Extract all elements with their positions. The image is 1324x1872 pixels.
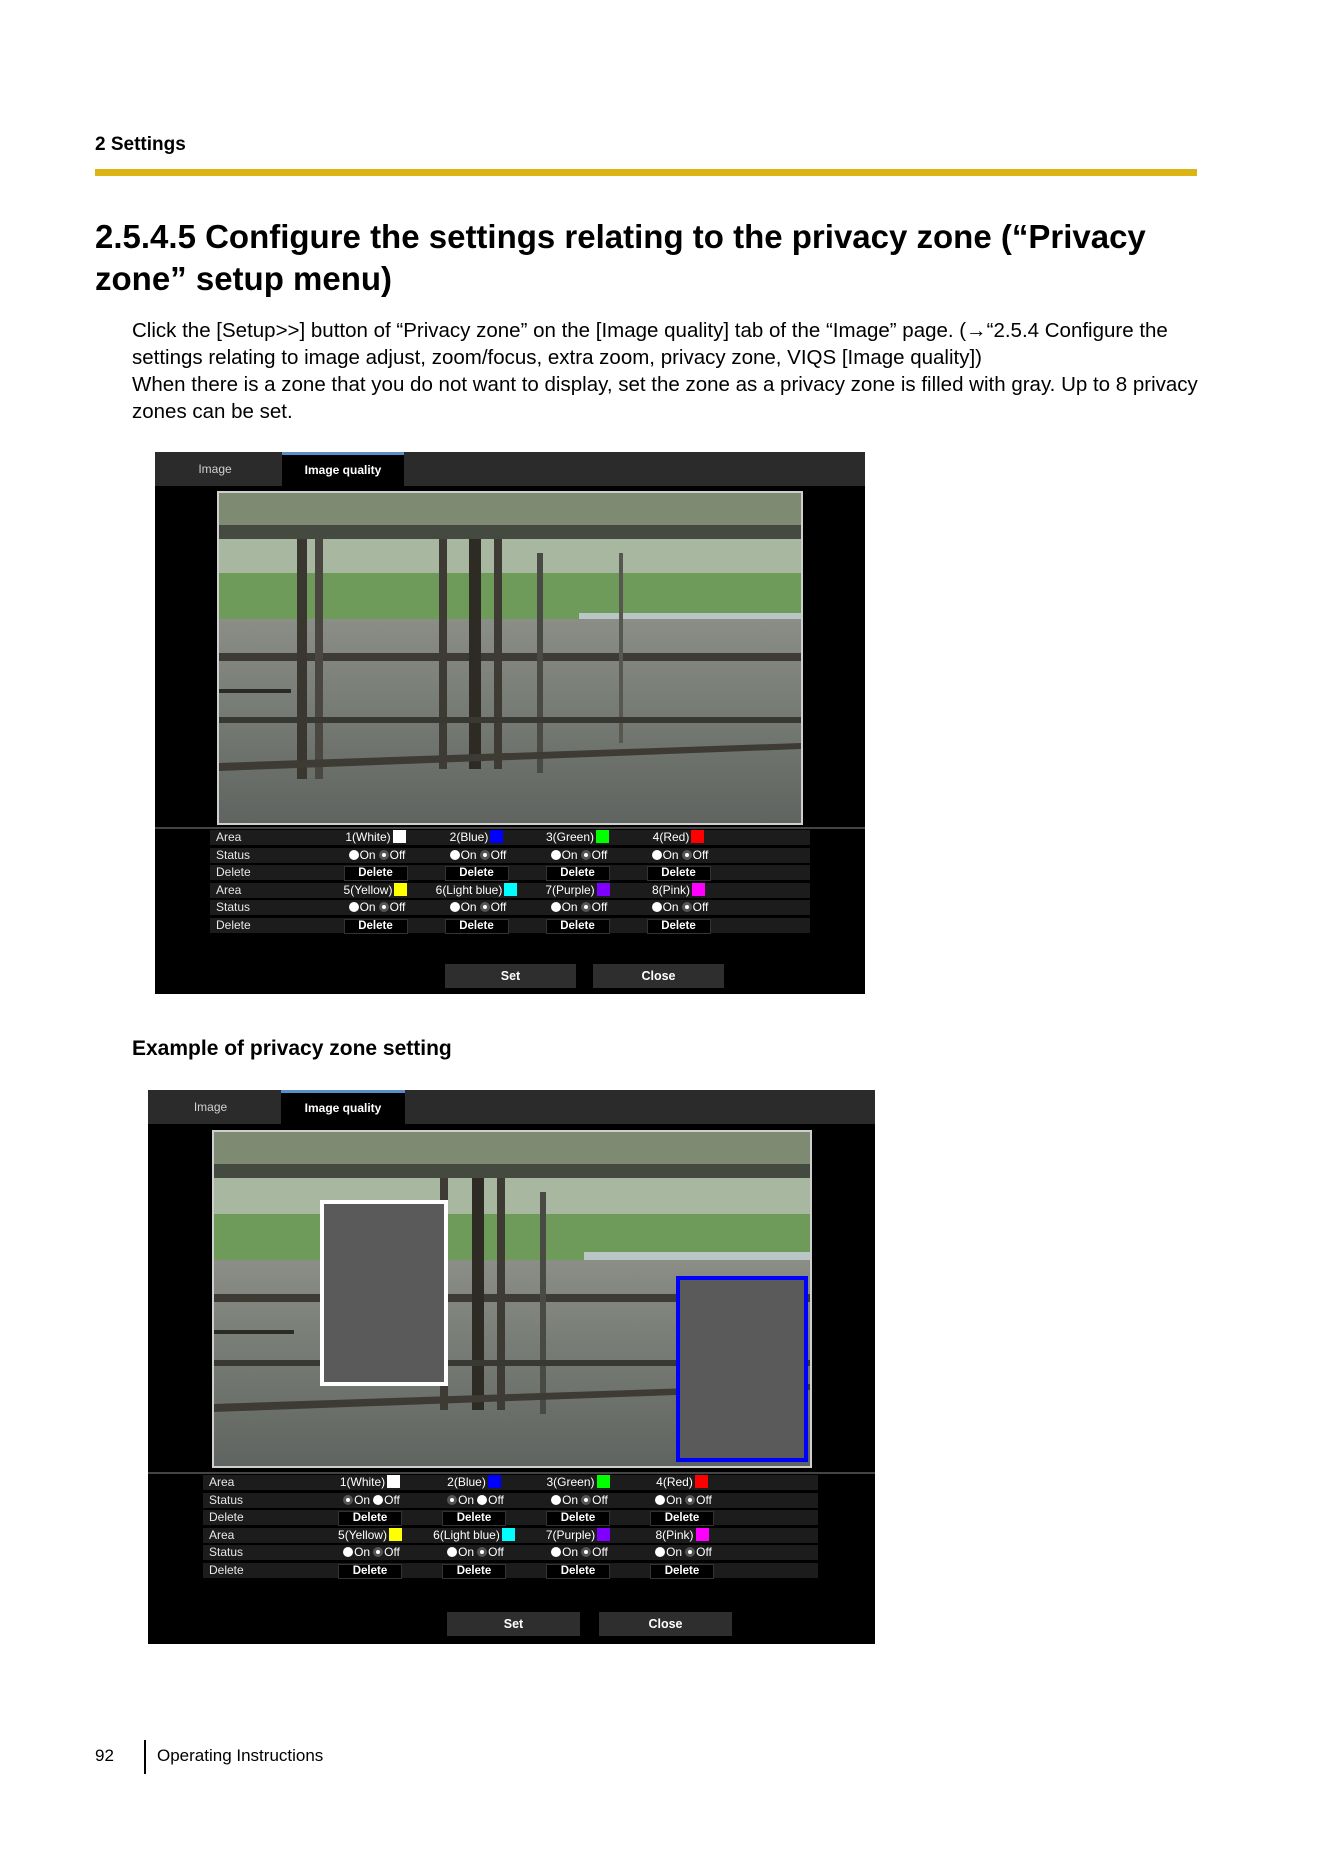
header-rule [95,169,1197,176]
off-radio[interactable] [477,1495,487,1505]
row-label-area: Area [216,830,242,844]
page-heading: 2.5.4.5 Configure the settings relating to the privacy zone (“Privacy zone” setup menu) [95,218,1146,297]
tab-image-quality[interactable]: Image quality [282,452,404,486]
on-radio[interactable] [551,1547,561,1557]
tab-image[interactable]: Image [193,1100,228,1114]
camera-image[interactable] [212,1130,812,1468]
on-radio[interactable] [652,850,662,860]
zone-area-4 [628,829,729,846]
row-label-area: Area [209,1527,235,1542]
zone-label: 3(Green) [546,1475,595,1489]
on-label: On [359,847,376,862]
tab-image[interactable]: Image [198,462,232,476]
zone-delete-6 [426,917,527,934]
on-radio[interactable] [447,1495,457,1505]
set-button[interactable]: Set [445,964,576,988]
zone-delete-6 [422,1562,526,1579]
delete-button[interactable]: Delete [647,866,711,881]
zone-color-swatch [597,883,610,896]
intro-paragraph-1: Click the [Setup>>] button of “Privacy zone” on the [Image quality] tab of the “Image” page. (→“2.5.4 Configure the settings relating to image adjust, zoom/focus, extra zoom, privacy zone, VIQS [Image quality]) [132,319,1168,369]
section-header: 2 Settings [95,134,186,155]
zone-delete-2 [422,1509,526,1526]
zone-status-3 [526,1492,630,1509]
zone-delete-5 [325,917,426,934]
off-label: Off [488,1492,504,1507]
off-radio[interactable] [682,850,692,860]
control-row-status [203,1492,818,1509]
on-radio[interactable] [450,850,460,860]
control-row-delete [210,864,810,881]
on-label: On [562,1545,579,1559]
control-row-delete [210,917,810,934]
zone-area-2 [422,1474,526,1491]
zone-area-7 [527,882,628,899]
zone-status-8 [630,1544,734,1561]
zone-status-3 [527,847,628,864]
zone-area-3 [527,829,628,846]
zone-status-2 [426,847,527,864]
zone-label: 6(Light blue) [435,882,503,897]
delete-button[interactable]: Delete [445,919,509,934]
tab-image-quality[interactable]: Image quality [281,1090,405,1124]
off-label: Off [692,847,709,862]
zone-label: 4(Red) [652,830,690,844]
tab-bar [155,452,865,486]
zone-delete-3 [527,864,628,881]
off-radio[interactable] [581,1547,591,1557]
delete-button[interactable]: Delete [442,1564,506,1579]
off-label: Off [696,1545,712,1559]
row-label-area: Area [216,882,242,897]
zone-status-6 [422,1544,526,1561]
zone-area-6 [422,1527,526,1544]
zone-status-7 [526,1544,630,1561]
on-label: On [662,847,679,862]
off-radio[interactable] [373,1547,383,1557]
delete-button[interactable]: Delete [546,1564,610,1579]
zone-color-swatch [393,830,406,843]
privacy-zone-screen-2 [148,1090,875,1644]
zone-status-2 [422,1492,526,1509]
on-label: On [354,1492,371,1507]
zone-label: 4(Red) [656,1475,693,1489]
on-radio[interactable] [447,1547,457,1557]
on-label: On [354,1545,371,1559]
zone-color-swatch [692,883,705,896]
zone-label: 6(Light blue) [433,1527,500,1542]
zone-label: 3(Green) [545,830,595,844]
off-radio[interactable] [581,902,591,912]
off-radio[interactable] [379,850,389,860]
zone-status-5 [318,1544,422,1561]
off-radio[interactable] [581,1495,591,1505]
zone-status-7 [527,899,628,916]
control-row-delete [203,1509,818,1526]
off-label: Off [592,1492,608,1507]
zone-color-swatch [387,1475,400,1488]
zone-label: 1(White) [339,1475,386,1489]
zone-delete-8 [628,917,729,934]
zone-label: 5(Yellow) [338,1527,387,1542]
zone-area-2 [426,829,527,846]
zone-label: 1(White) [345,830,391,844]
off-radio[interactable] [379,902,389,912]
zone-color-swatch [691,830,704,843]
row-label-status: Status [216,900,251,914]
control-row-area [203,1474,818,1491]
delete-button[interactable]: Delete [445,866,509,881]
zone-status-4 [630,1492,734,1509]
zone-color-swatch [490,830,503,843]
control-row-area [210,882,810,899]
control-row-area [203,1527,818,1544]
zone-label: 8(Pink) [655,1527,694,1542]
delete-button[interactable]: Delete [442,1511,506,1526]
zone-delete-3 [526,1509,630,1526]
control-row-status [210,899,810,916]
off-label: Off [488,1545,504,1559]
zone-area-1 [318,1474,422,1491]
off-label: Off [696,1492,712,1507]
tab-bar [148,1090,875,1124]
on-label: On [666,1492,683,1507]
on-radio[interactable] [450,902,460,912]
zone-status-1 [318,1492,422,1509]
on-radio[interactable] [349,850,359,860]
on-radio[interactable] [343,1547,353,1557]
zone-area-5 [318,1527,422,1544]
off-label: Off [490,900,507,914]
zone-area-8 [628,882,729,899]
on-label: On [359,900,376,914]
zone-status-8 [628,899,729,916]
on-radio[interactable] [551,902,561,912]
on-radio[interactable] [343,1495,353,1505]
zone-area-3 [526,1474,630,1491]
on-label: On [460,900,477,914]
privacy-zone-screen-1 [155,452,865,994]
delete-button[interactable]: Delete [338,1511,402,1526]
intro-text [132,317,1207,425]
off-label: Off [591,847,608,862]
zone-color-swatch [695,1475,708,1488]
on-radio[interactable] [655,1547,665,1557]
delete-button[interactable]: Delete [344,919,408,934]
on-label: On [562,1492,579,1507]
delete-button[interactable]: Delete [650,1564,714,1579]
zone-delete-7 [527,917,628,934]
camera-image[interactable] [217,491,803,825]
zone-color-swatch [502,1528,515,1541]
zone-status-5 [325,899,426,916]
zone-delete-1 [318,1509,422,1526]
privacy-zone-controls [203,1474,818,1580]
off-label: Off [384,1492,400,1507]
zone-color-swatch [394,883,407,896]
row-label-status: Status [209,1545,244,1559]
zone-color-swatch [596,830,609,843]
delete-button[interactable]: Delete [546,866,610,881]
delete-button[interactable]: Delete [650,1511,714,1526]
row-label-delete: Delete [216,865,251,879]
on-label: On [662,900,679,914]
on-radio[interactable] [655,1495,665,1505]
zone-delete-4 [630,1509,734,1526]
row-label-delete: Delete [209,1562,244,1577]
off-radio[interactable] [480,850,490,860]
off-radio[interactable] [685,1547,695,1557]
zone-area-5 [325,882,426,899]
off-label: Off [591,900,608,914]
control-row-status [203,1544,818,1561]
zone-delete-4 [628,864,729,881]
zone-area-1 [325,829,426,846]
zone-area-7 [526,1527,630,1544]
privacy-zone-1 [322,1202,446,1384]
on-radio[interactable] [349,902,359,912]
zone-label: 7(Purple) [545,882,595,897]
on-label: On [458,1492,475,1507]
zone-color-swatch [488,1475,501,1488]
close-button[interactable]: Close [599,1612,732,1636]
off-radio[interactable] [685,1495,695,1505]
zone-label: 8(Pink) [651,882,690,897]
privacy-zone-2 [678,1278,806,1460]
control-row-area [210,829,810,846]
row-label-status: Status [216,847,251,862]
delete-button[interactable]: Delete [546,1511,610,1526]
row-label-area: Area [209,1475,235,1489]
set-button[interactable]: Set [447,1612,580,1636]
off-label: Off [389,900,406,914]
row-label-delete: Delete [209,1510,244,1524]
control-row-status [210,847,810,864]
zone-delete-1 [325,864,426,881]
delete-button[interactable]: Delete [338,1564,402,1579]
intro-paragraph-2: When there is a zone that you do not want to display, set the zone as a privacy zone is filled with gray. Up to 8 privacy zones can be set. [132,373,1198,423]
off-radio[interactable] [477,1547,487,1557]
row-label-delete: Delete [216,917,251,932]
zone-area-6 [426,882,527,899]
zone-area-8 [630,1527,734,1544]
zone-status-6 [426,899,527,916]
zone-delete-5 [318,1562,422,1579]
off-label: Off [384,1545,400,1559]
zone-status-4 [628,847,729,864]
zone-color-swatch [597,1528,610,1541]
zone-label: 5(Yellow) [343,882,393,897]
zone-label: 2(Blue) [447,1475,486,1489]
zone-label: 7(Purple) [545,1527,596,1542]
zone-area-4 [630,1474,734,1491]
zone-delete-7 [526,1562,630,1579]
on-radio[interactable] [551,1495,561,1505]
on-radio[interactable] [652,902,662,912]
privacy-zone-controls [210,829,810,935]
zone-delete-2 [426,864,527,881]
footer-divider [144,1740,146,1774]
zone-color-swatch [597,1475,610,1488]
off-label: Off [692,900,709,914]
off-label: Off [592,1545,608,1559]
delete-button[interactable]: Delete [344,866,408,881]
off-label: Off [490,847,507,862]
zone-label: 2(Blue) [449,830,489,844]
on-label: On [561,900,578,914]
zone-color-swatch [696,1528,709,1541]
row-label-status: Status [209,1492,244,1507]
example-heading: Example of privacy zone setting [132,1037,452,1060]
on-label: On [561,847,578,862]
zone-status-1 [325,847,426,864]
zone-color-swatch [504,883,517,896]
on-radio[interactable] [551,850,561,860]
close-button[interactable]: Close [593,964,724,988]
on-label: On [666,1545,683,1559]
off-label: Off [389,847,406,862]
off-radio[interactable] [682,902,692,912]
page-number: 92 [95,1746,114,1765]
off-radio[interactable] [581,850,591,860]
zone-delete-8 [630,1562,734,1579]
footer-title: Operating Instructions [157,1746,324,1765]
delete-button[interactable]: Delete [647,919,711,934]
control-row-delete [203,1562,818,1579]
off-radio[interactable] [480,902,490,912]
delete-button[interactable]: Delete [546,919,610,934]
zone-color-swatch [389,1528,402,1541]
on-label: On [460,847,477,862]
on-label: On [458,1545,475,1559]
off-radio[interactable] [373,1495,383,1505]
